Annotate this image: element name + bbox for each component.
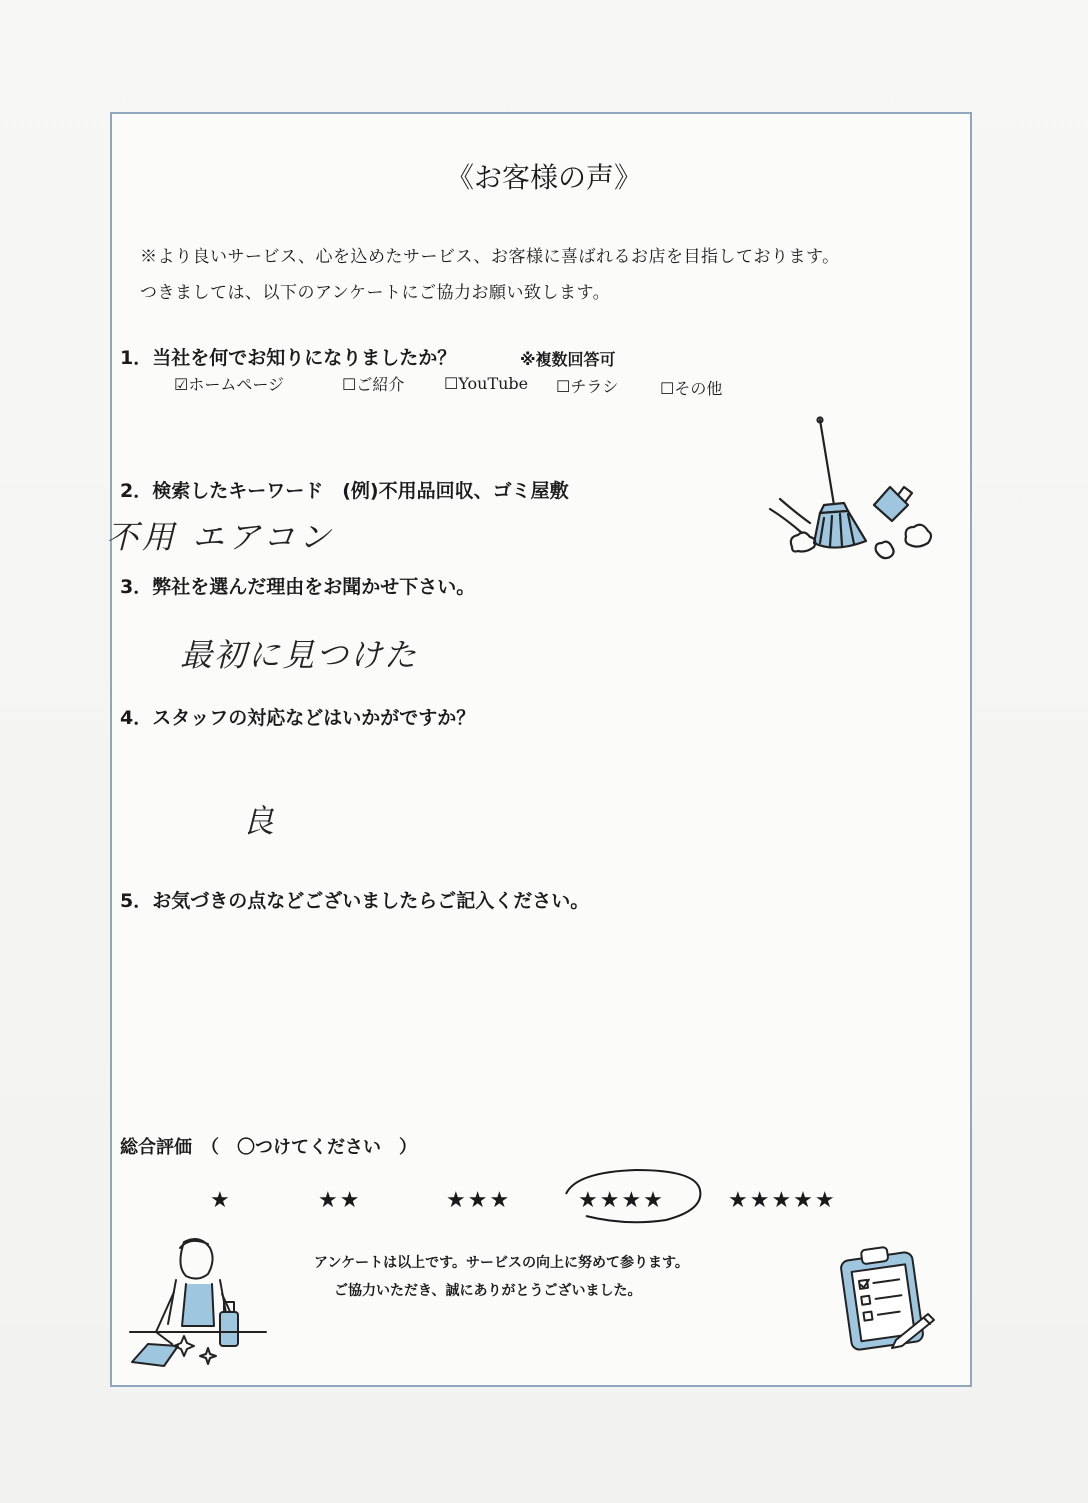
option-label: YouTube [458, 374, 529, 393]
checkbox-icon[interactable]: ☐ [660, 379, 675, 398]
option-other[interactable] [660, 376, 722, 399]
rating-option-2[interactable]: ★★ [318, 1188, 362, 1213]
question-4: 4．スタッフの対応などはいかがですか？ [120, 707, 476, 729]
broom-dustpan-icon [762, 415, 942, 570]
answer-4-handwritten[interactable]: 良 [242, 802, 275, 840]
survey-frame [110, 112, 972, 1387]
answer-3-handwritten[interactable]: 最初に見つけた [180, 636, 419, 674]
question-2: 2．検索したキーワード (例)不用品回収、ゴミ屋敷 [120, 480, 569, 502]
rating-option-1[interactable]: ★ [210, 1188, 232, 1213]
checkbox-icon[interactable]: ☐ [556, 377, 571, 396]
cleaning-staff-icon [124, 1232, 274, 1374]
question-1: 1．当社を何でお知りになりましたか？ [120, 347, 457, 369]
checkbox-checked-icon[interactable]: ☑ [174, 375, 189, 394]
option-label: チラシ [570, 377, 619, 396]
question-3: 3．弊社を選んだ理由をお聞かせ下さい。 [120, 576, 476, 598]
checkbox-icon[interactable]: ☐ [342, 375, 357, 394]
intro-line-2: つきましては、以下のアンケートにご協力お願い致します。 [140, 283, 611, 303]
option-label: その他 [674, 379, 723, 398]
intro-line-1: ※より良いサービス、心を込めたサービス、お客様に喜ばれるお店を目指しております。 [140, 247, 840, 267]
answer-2-handwritten[interactable]: 不用 エアコン [106, 518, 335, 556]
clipboard-checklist-icon [832, 1244, 936, 1356]
option-label: ご紹介 [356, 375, 405, 394]
closing-line-2: ご協力いただき、誠にありがとうございました。 [334, 1283, 642, 1299]
rating-option-5[interactable]: ★★★★★ [728, 1188, 837, 1213]
rating-option-4[interactable]: ★★★★ [578, 1188, 665, 1213]
rating-circle-mark [556, 1164, 708, 1228]
multiple-answer-note: ※複数回答可 [520, 350, 616, 369]
rating-option-3[interactable]: ★★★ [446, 1188, 512, 1213]
option-youtube[interactable] [444, 374, 528, 393]
checkbox-icon[interactable]: ☐ [444, 374, 459, 393]
closing-line-1: アンケートは以上です。サービスの向上に努めて参ります。 [314, 1255, 689, 1271]
rating-label: 総合評価 （ 〇つけてください ） [120, 1137, 417, 1158]
question-5: 5．お気づきの点などございましたらご記入ください。 [120, 890, 590, 912]
option-flyer[interactable] [556, 374, 618, 397]
option-referral[interactable] [342, 372, 404, 395]
answer-5-area[interactable] [130, 930, 950, 1080]
page-title: 《お客様の声》 [445, 161, 642, 194]
option-label: ホームページ [188, 375, 285, 394]
option-homepage[interactable] [174, 372, 284, 395]
